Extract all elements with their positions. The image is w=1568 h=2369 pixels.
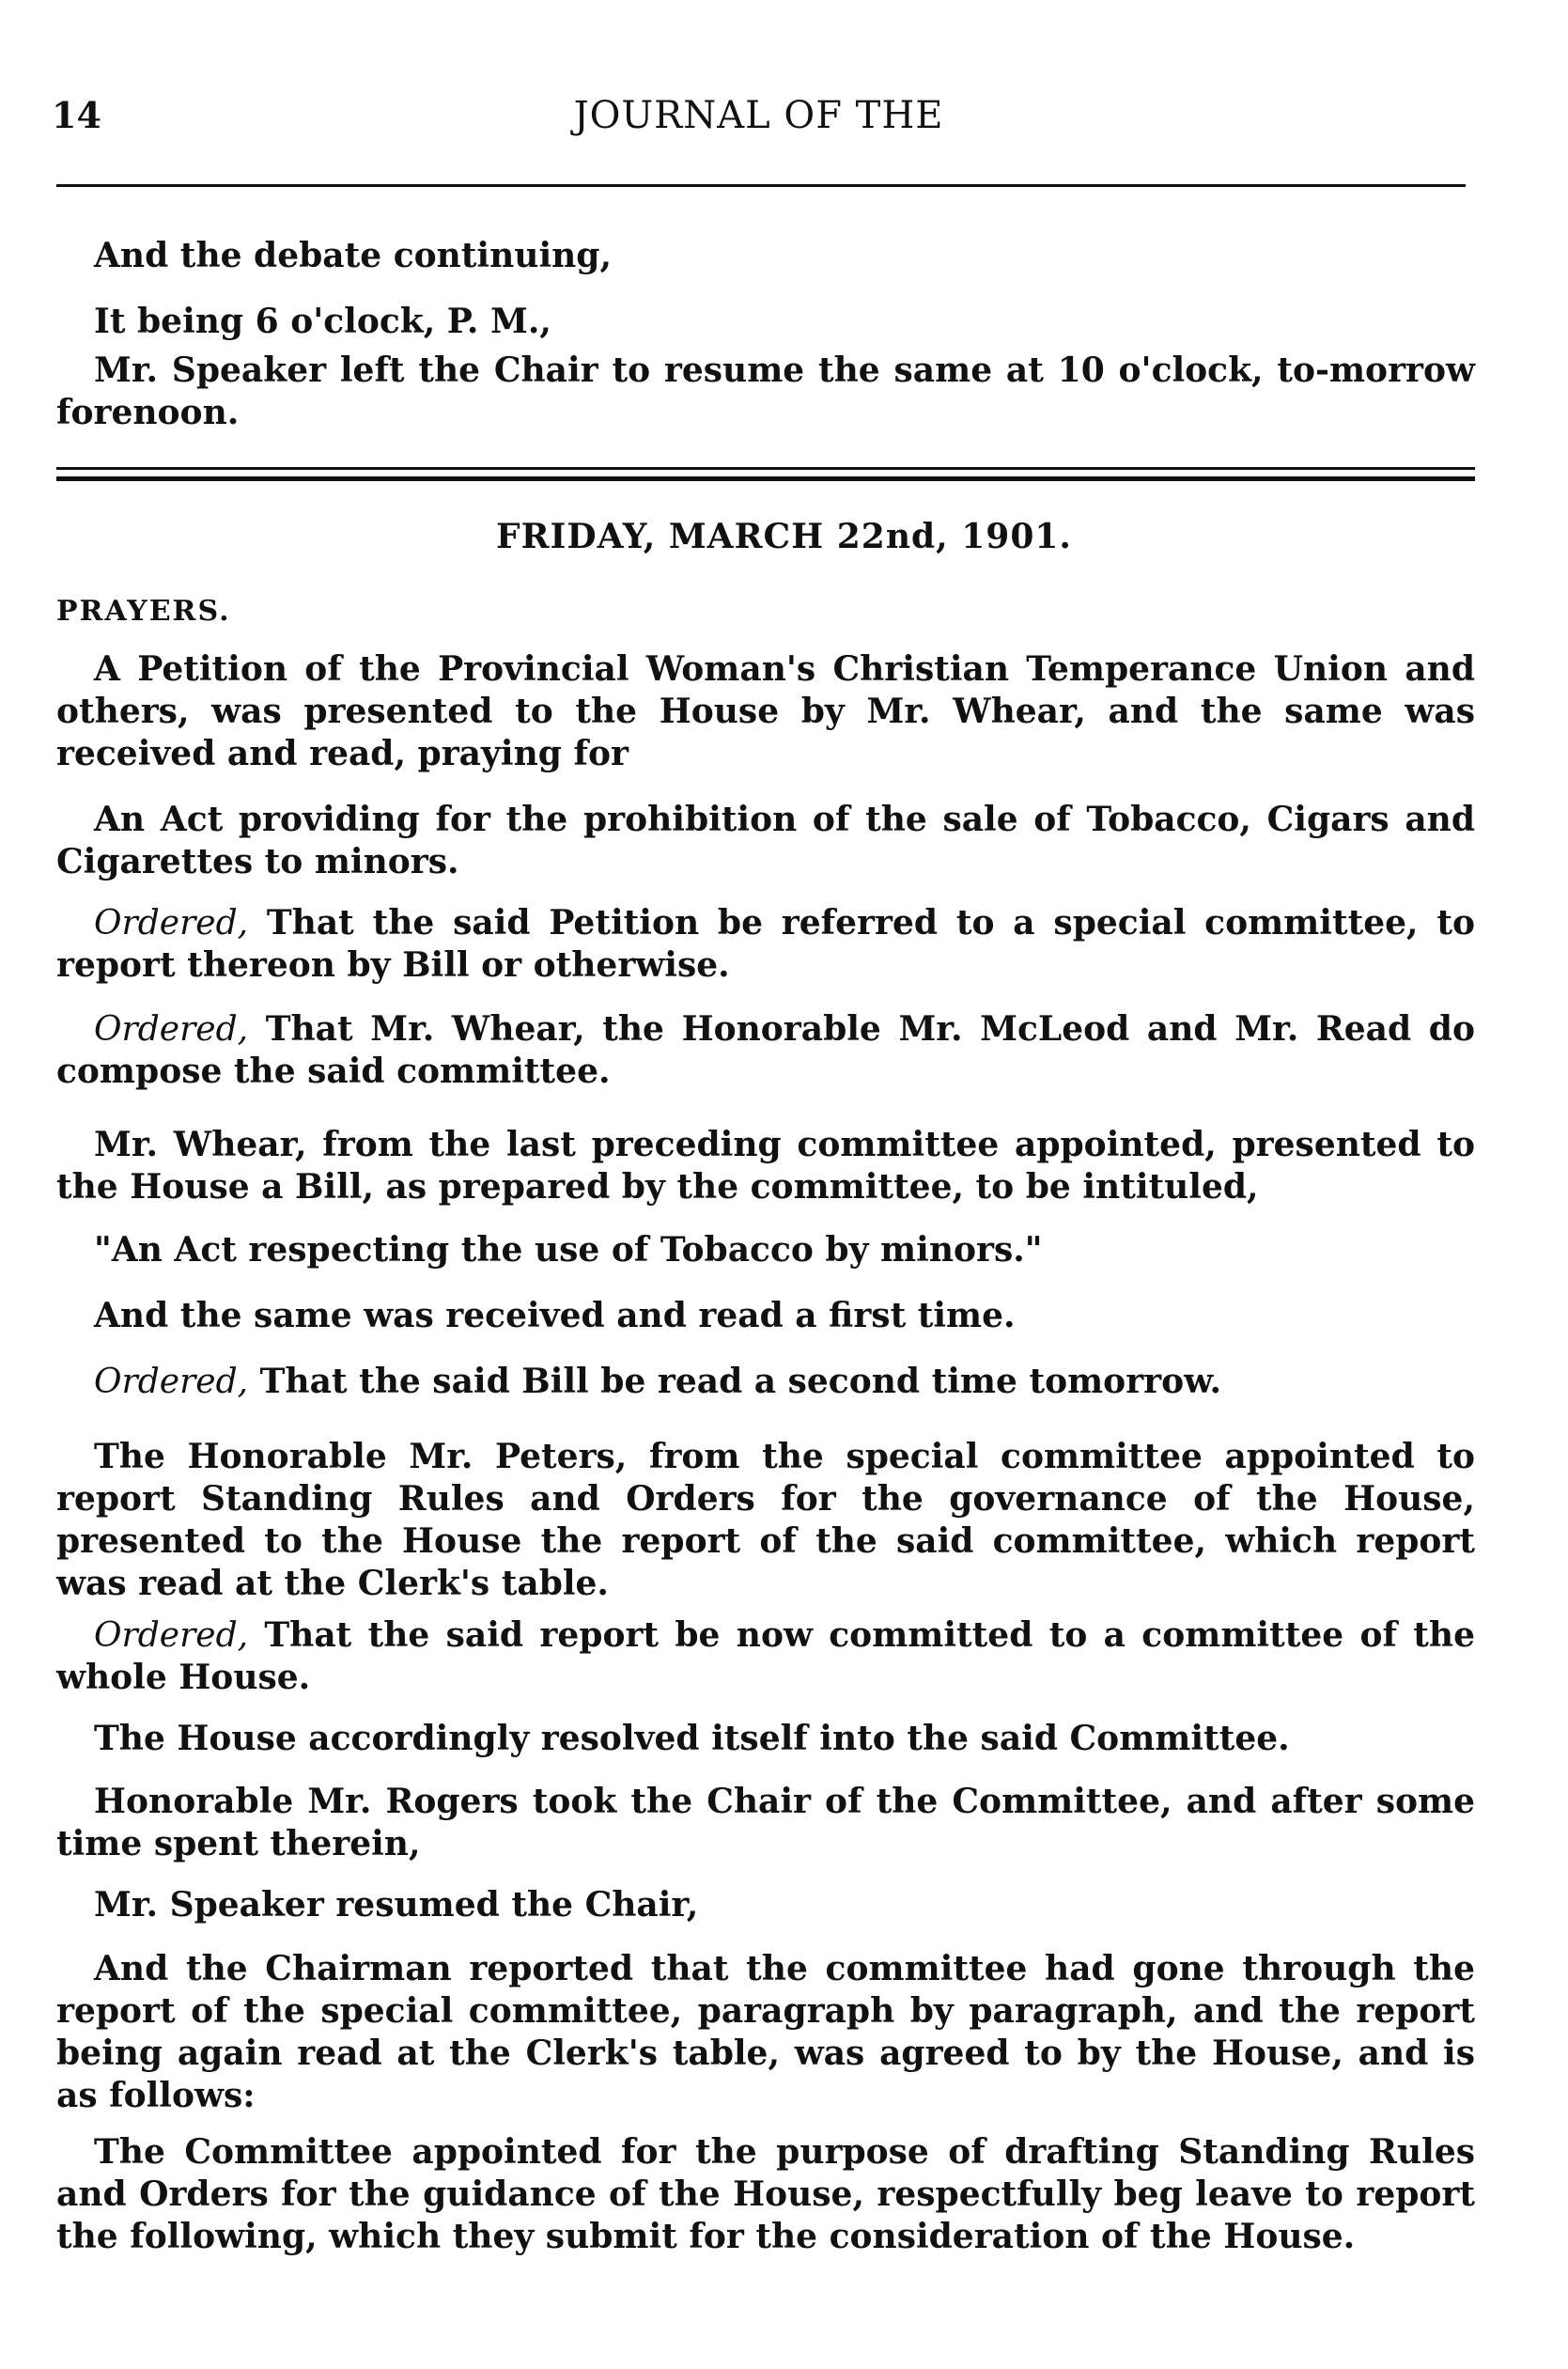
paragraph-rogers-chair: Honorable Mr. Rogers took the Chair of the Committee, and after some time spent therein,	[56, 1782, 1475, 1863]
ordered-label: Ordered,	[94, 904, 249, 943]
paragraph-act-providing: An Act providing for the prohibition of the sale of Tobacco, Cigars and Cigarettes to minors.	[56, 800, 1475, 881]
section-double-rule-thin	[56, 467, 1475, 470]
paragraph-committee-report-intro: The Committee appointed for the purpose of drafting Standing Rules and Orders for the guidance of the House, respectfully beg leave to report the following, which they submit for the consideration of the House.	[56, 2132, 1475, 2256]
ordered-label: Ordered,	[94, 1616, 249, 1655]
page-header	[52, 94, 1466, 160]
paragraph-debate-continuing: And the debate continuing,	[94, 236, 613, 275]
prayers-heading: PRAYERS.	[56, 595, 231, 628]
ordered-text: That the said report be now committed to a committee of the whole House.	[56, 1615, 1475, 1697]
ordered-label: Ordered,	[94, 1363, 249, 1401]
paragraph-first-reading: And the same was received and read a first time.	[94, 1296, 1016, 1335]
paragraph-petition: A Petition of the Provincial Woman's Christian Temperance Union and others, was presented to the House by Mr. Whear, and the same was received and read, praying for	[56, 649, 1475, 773]
paragraph-bill-presented: Mr. Whear, from the last preceding committee appointed, presented to the House a Bill, as prepared by the committee, to be intituled,	[56, 1125, 1475, 1207]
paragraph-house-resolved: The House accordingly resolved itself into the said Committee.	[94, 1719, 1290, 1758]
paragraph-ordered-petition-referred	[56, 902, 1475, 987]
ordered-text: That the said Bill be read a second time tomorrow.	[248, 1362, 1222, 1401]
paragraph-ordered-committed	[56, 1614, 1475, 1699]
section-double-rule-thick	[56, 476, 1475, 481]
ordered-text: That Mr. Whear, the Honorable Mr. McLeod and Mr. Read do compose the said committee.	[56, 1009, 1475, 1091]
paragraph-six-oclock: It being 6 o'clock, P. M.,	[94, 302, 551, 341]
header-rule	[56, 184, 1466, 187]
paragraph-speaker-left-chair: Mr. Speaker left the Chair to resume the same at 10 o'clock, to-morrow forenoon.	[56, 351, 1475, 432]
paragraph-report-presented: The Honorable Mr. Peters, from the special committee appointed to report Standing Rules and Orders for the governance of the House, presented to the House the report of the said committee, which report was read at the Clerk's table.	[56, 1437, 1475, 1603]
date-heading: FRIDAY, MARCH 22nd, 1901.	[496, 517, 1072, 556]
paragraph-ordered-committee-composition	[56, 1008, 1475, 1093]
paragraph-bill-title: "An Act respecting the use of Tobacco by minors."	[94, 1230, 1043, 1270]
page-number: 14	[52, 94, 101, 136]
running-title: JOURNAL OF THE	[573, 94, 944, 137]
ordered-text: That the said Petition be referred to a special committee, to report thereon by Bill or otherwise.	[56, 903, 1475, 985]
paragraph-chairman-reported: And the Chairman reported that the committee had gone through the report of the special committee, paragraph by paragraph, and the report being again read at the Clerk's table, was agreed to by the House, and is as follows:	[56, 1949, 1475, 2115]
paragraph-speaker-resumed: Mr. Speaker resumed the Chair,	[94, 1885, 699, 1925]
ordered-label: Ordered,	[94, 1010, 249, 1049]
paragraph-ordered-second-reading	[94, 1361, 1466, 1403]
